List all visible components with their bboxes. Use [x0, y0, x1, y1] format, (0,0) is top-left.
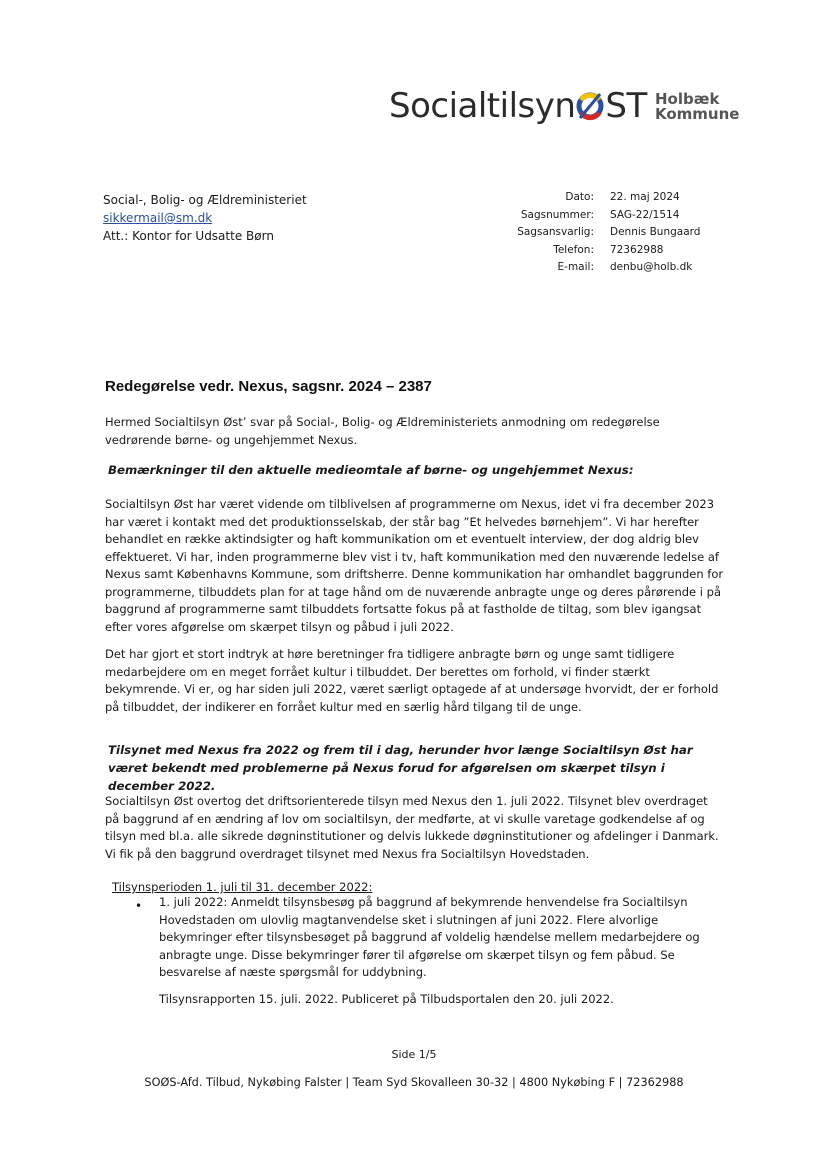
paragraph-supervision: Socialtilsyn Øst overtog det driftsorienterede tilsyn med Nexus den 1. juli 2022. Tilsynet blev overdraget på baggrund af en ændring af lov om socialtilsyn, der medførte, at vi skulle varetage godkendelse af og tilsyn med bl.a. alle sikrede døgninstitutioner og delvis lukkede døgninstitutioner og afdelinger i Danmark. Vi fik på den baggrund overdraget tilsynet med Nexus fra Socialtilsyn Hovedstaden.: [105, 794, 719, 861]
report-publication-line: Tilsynsrapporten 15. juli. 2022. Publiceret på Tilbudsportalen den 20. juli 2022.: [159, 992, 614, 1006]
logo-text-socialtilsyn: Socialtilsyn: [389, 86, 576, 126]
section-heading-media: Bemærkninger til den aktuelle medieomtale af børne- og ungehjemmet Nexus:: [108, 463, 634, 477]
ost-circle-icon: [575, 89, 605, 123]
recipient-name: Social-, Bolig- og Ældreministeriet: [103, 193, 307, 207]
bullet-item-july-2022: 1. juli 2022: Anmeldt tilsynsbesøg på baggrund af bekymrende henvendelse fra Socialtilsyn Hovedstaden om ulovlig magtanvendelse sket i slutningen af juni 2022. Flere alvorlige bekymringer efter tilsynsbesøget på baggrund af voldelig hændelse mellem medarbejdere og anbragte unge. Disse bekymringer fører til afgørelse om skærpet tilsyn og fem påbud. Se besvarelse af næste spørgsmål for uddybning.: [159, 895, 700, 979]
logo-holbaek-line2: Kommune: [655, 105, 740, 123]
meta-row-case-officer: Sagsansvarlig: Dennis Bungaard: [517, 226, 701, 238]
document-title: Redegørelse vedr. Nexus, sagsnr. 2024 – 2387: [105, 378, 432, 395]
meta-row-case-number: Sagsnummer: SAG-22/1514: [520, 208, 680, 221]
bullet-icon: •: [135, 899, 143, 913]
recipient-attention: Att.: Kontor for Udsatte Børn: [103, 229, 274, 243]
page-footer: SOØS-Afd. Tilbud, Nykøbing Falster | Team Syd Skovalleen 30-32 | 4800 Nykøbing F | 72362988: [144, 1076, 684, 1089]
page-number: Side 1/5: [391, 1048, 437, 1061]
paragraph-media-2: Det har gjort et stort indtryk at høre beretninger fra tidligere anbragte børn og unge samt tidligere medarbejdere om en meget forrået kultur i tilbuddet. Der berettes om forhold, vi finder stærkt bekymrende. Vi er, og har siden juli 2022, været særligt optagede af at undersøge hvorvidt, der er forhold på tilbuddet, der indikerer en forrået kultur med en særlig hård tilgang til de unge.: [105, 647, 719, 714]
recipient-address: [103, 191, 307, 245]
holbaek-kommune-logo: [655, 92, 745, 122]
meta-row-date: Dato: 22. maj 2024: [565, 191, 680, 203]
logo-holbaek-line1: Holbæk: [655, 90, 720, 108]
intro-paragraph: Hermed Socialtilsyn Øst’ svar på Social-, Bolig- og Ældreministeriets anmodning om redegørelse vedrørende børne- og ungehjemmet Nexus.: [105, 415, 660, 447]
socialtilsyn-logo: [389, 86, 647, 126]
meta-row-phone: Telefon: 72362988: [553, 243, 664, 256]
section-heading-supervision: Tilsynet med Nexus fra 2022 og frem til i dag, herunder hvor længe Socialtilsyn Øst har været bekendt med problemerne på Nexus forud for afgørelsen om skærpet tilsyn i december 2022.: [108, 743, 693, 793]
period-heading: Tilsynsperioden 1. juli til 31. december 2022:: [112, 880, 373, 894]
case-meta-table: [480, 189, 720, 277]
recipient-email-link[interactable]: sikkermail@sm.dk: [103, 211, 213, 225]
meta-row-email: E-mail: denbu@holb.dk: [557, 261, 693, 273]
logo-text-st: ST: [605, 86, 647, 126]
logo-ost-mark: [575, 86, 605, 126]
paragraph-media-1: Socialtilsyn Øst har været vidende om tilblivelsen af programmerne om Nexus, idet vi fra december 2023 har været i kontakt med det produktionsselskab, der står bag ”Et helvedes børnehjem”. Vi har herefter behandlet en række aktindsigter og haft kommunikation om et eventuelt interview, der dog aldrig blev effektueret. Vi har, inden programmerne blev vist i tv, haft kommunikation med den nuværende ledelse af Nexus samt Københavns Kommune, som driftsherre. Denne kommunikation har omhandlet baggrunden for programmerne, tilbuddets plan for at tage hånd om de nuværende anbragte unge og deres pårørende i på baggrund af programmerne samt tilbuddets fortsatte fokus på at fastholde de tiltag, som blev igangsat efter vores afgørelse om skærpet tilsyn og påbud i juli 2022.: [105, 497, 724, 634]
